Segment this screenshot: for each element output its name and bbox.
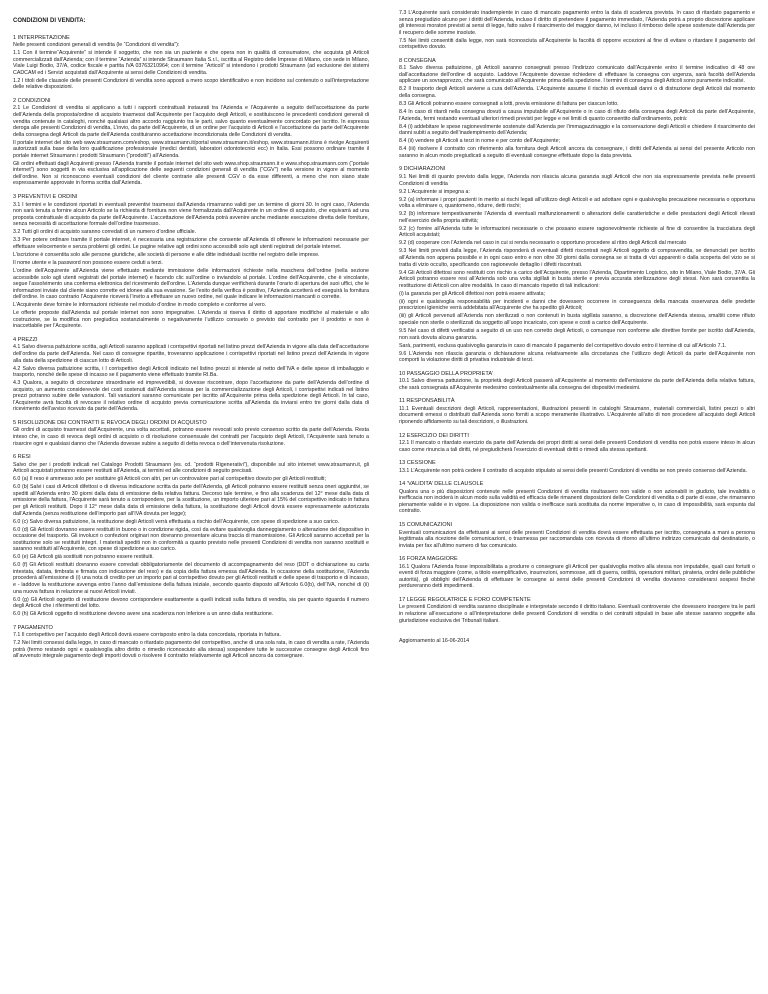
update-date: Aggiornamento al 16-06-2014 xyxy=(399,638,470,645)
paragraph: 9.2 (b) informare tempestivamente l’Azienda di eventuali malfunzionamenti o alterazioni delle caratteristiche e delle prestazioni degli Articoli rilevati nell’esercizio della propria attività; xyxy=(399,211,755,224)
section-heading: 7 PAGAMENTO xyxy=(13,624,53,631)
paragraph: 1.1 Con il termine“Acquirente” si intende il soggetto, che non sia un paziente e che opera non in qualità di consumatore, che acquista gli Articoli commercializzati dall’Azienda; con il termine “Azienda” si intende Straumann Italia S.r.l., iscritta al Registro delle Imprese di Milano, con sede in Milano, Viale Luigi Bodio, 37/A, codice fiscale e partita IVA 03763210964; con il termine “Articoli” si intendono i prodotti Straumann (ad esclusione dei sistemi CADCAM ed i Servizi acquistati dall’Acquirente ai sensi delle Condizioni di vendita. xyxy=(13,50,369,76)
paragraph: L’Acquirente deve fornire le informazioni richieste nel modulo d’ordine in modo completo e conforme al vero. xyxy=(13,302,267,309)
paragraph: L’iscrizione è consentita solo alle persone giuridiche, alle società di persone e alle ditte individuali iscritte nel registro delle imprese. xyxy=(13,251,320,258)
section-heading: 11 RESPONSABILITÀ xyxy=(399,398,455,405)
paragraph: 6.0 (f) Gli Articoli restituiti dovranno essere corredati obbligatoriamente del documento di accompagnamento del reso (DDT o dichiarazione su carta intestata, datata, timbrata e firmata con indicazione del reso) e da copia della fattura emessa dall’Azienda. In occasione della sostituzione, l’Azienda procederà all’emissione di (i) una nota di credito per un importo pari al corrispettivo dovuto per gli Articoli restituiti e delle spese di trasporto e di incasso, e - laddove la restituzione avvenga entro l’anno dall’emissione della fattura iniziale, secondo quanto disposto all’Articolo 6.0(b), dell’IVA, nonché di (ii) una nuova fattura in relazione ai nuovi Articoli inviati. xyxy=(13,562,369,595)
section-heading: 5 RISOLUZIONE DEI CONTRATTI E REVOCA DEGLI ORDINI DI ACQUISTO xyxy=(13,419,207,426)
section-heading: 13 CESSIONE xyxy=(399,460,436,467)
paragraph: Gli ordini di acquisto trasmessi dall’Acquirente, una volta accettati, potranno essere revocati solo previo consenso scritto da parte dell’Azienda. Resta inteso che, in caso di revoca degli ordini di acquisto o di risoluzione consensuale dei contratti per l’acquisto degli Articoli, l’Acquirente sarà tenuto a risarcire ogni e qualsiasi danno che l’Azienda dovesse subire a seguito di detta revoca o dell’intervenuta risoluzione. xyxy=(13,427,369,447)
section-heading: 16 FORZA MAGGIORE xyxy=(399,556,458,563)
paragraph: 3.3 Per potere ordinare tramite il portale internet, è necessaria una registrazione che consente all’Azienda di offerere le informazioni necessarie per effettuare velocemente e senza problemi gli ordini. Le pagine relative agli ordini sono accessibili solo agli utenti registrati del portale internet. xyxy=(13,237,369,250)
section xyxy=(13,454,369,618)
paragraph: 13.1 L’Acquirente non potrà cedere il contratto di acquisto stipulato ai sensi delle presenti Condizioni di vendita se non previo consenso dell’Azienda. xyxy=(399,467,748,474)
section xyxy=(399,522,755,549)
paragraph: 8.4 (ii) vendere gli Articoli a terzi in nome e per conto dell’Acquirente; xyxy=(399,138,561,145)
paragraph: Qualora una o più disposizioni contenute nelle presenti Condizioni di vendita risultassero non valide o non azionabili in giudizio, tale invalidità o inefficacia non inciderà in alcun modo sulla validità ed efficacia delle rimanenti disposizioni delle Condizioni di vendita o di parte di esse, che rimarranno pienamente valide e in vigore. La disposizione non valida o inefficace sarà sostituita da norme imperative o, in caso di impossibilità, sarà espunta dal contratto. xyxy=(399,488,755,515)
paragraph: 7.1 Il corrispettivo per l’acquisto degli Articoli dovrà essere corrisposto entro la data concordata, riportata in fattura. xyxy=(13,632,281,639)
paragraph: 3.1 I termini e le condizioni riportati in eventuali preventivi trasmessi dall’Azienda rimarranno validi per un termine di giorni 30. In ogni caso, l’Azienda non sarà tenuta a fornire alcun Articolo se la richiesta di fornitura non viene formalizzata dall’Acquirente in un ordine di acquisto, che equivarrà ad una proposta contrattuale di acquisto da parte dell’Acquirente. L’accettazione dell’Azienda potrà avvenire anche mediante esecuzione diretta delle forniture, senza necessità di accettazione formale dell’ordine trasmesso. xyxy=(13,201,369,228)
paragraph: 16.1 Qualora l’Azienda fosse impossibilitata a produrre o consegnare gli Articoli per qualsivoglia motivo alla stessa non imputabile, quali casi fortuiti o eventi di forza maggiore (come, a titolo esemplificativo, insurrezioni, sommosse, atti di guerra, ostilità, operazioni militari, pirateria, ordini delle pubbliche autorità), gli obblighi dell’Azienda di effettuare le consegne ai sensi delle presenti Condizioni di vendita dovranno considerarsi sospesi finché perdureranno detti impedimenti. xyxy=(399,563,755,590)
section xyxy=(13,625,369,660)
section xyxy=(399,597,755,624)
document-title: CONDIZIONI DI VENDITA: xyxy=(13,18,86,24)
section-heading: 2 CONDIZIONI xyxy=(13,97,51,104)
paragraph: 9.2 L’Acquirente si impegna a: xyxy=(399,188,470,195)
section-heading: 4 PREZZI xyxy=(13,336,38,343)
paragraph: 8.4 In caso di ritardi nella consegna dovuti a causa imputabile all’Acquirente o in caso di rifiuto della consegna degli Articoli da parte dell’Acquirente, l’Azienda, fermi restando eventuali ulteriori rimedi previsti per legge e nei limiti di quanto consentito dall’ordinamento, potrà: xyxy=(399,109,755,122)
paragraph: 10.1 Salvo diversa pattuizione, la proprietà degli Articoli passerà all’Acquirente al momento dell’emissione da parte dell’Azienda della relativa fattura, che sarà consegnata all’Acquirente medesimo contestualmente alla consegna dei dispositivi medesimi. xyxy=(399,378,755,391)
section xyxy=(399,460,755,474)
paragraph: 9.2 (c) fornire all’Azienda tutte le informazioni necessarie o che possano essere ragionevolmente richieste al fine di consentire la tracciatura degli Articoli acquistati; xyxy=(399,225,755,239)
section-heading: 3 PREVENTIVI E ORDINI xyxy=(13,194,78,201)
paragraph: 8.3 Gli Articoli potranno essere consegnati a lotti, previa emissione di fattura per ciascun lotto. xyxy=(399,101,619,108)
section xyxy=(13,420,369,447)
paragraph: 9.3 Nei limiti previsti dalla legge, l’Azienda risponderà di eventuali difetti riscontrati negli Articoli oggetto di compravendita, se denunciati per iscritto all’Azienda non appena possibile e in ogni caso entro e non oltre 30 giorni dalla consegna se si tratta di vizi apparenti o dalla scoperta del vizio se si tratta di vizio occulto, specificando con ragionevole dettaglio i difetti riscontrati. xyxy=(399,248,755,268)
section xyxy=(13,35,369,91)
section xyxy=(399,371,755,392)
paragraph: 9.5 Nel caso di difetti verificatisi a seguito di un uso non corretto degli Articoli, o comunque non conforme alle direttive fornite per iscritto dall’Azienda, non sarà dovuta alcuna garanzia. xyxy=(399,327,755,341)
section xyxy=(399,433,755,454)
paragraph: 9.1 Nei limiti di quanto previsto dalla legge, l’Azienda non rilascia alcuna garanzia sugli Articoli che non sia espressamente prevista nelle presenti Condizioni di vendita xyxy=(399,173,755,187)
section-heading: 10 PASSAGGIO DELLA PROPRIETA’ xyxy=(399,370,493,377)
paragraph: 9.4 Gli Articoli difettosi sono restituiti con rischio a carico dell’Acquirente, presso l’Azienda, Dipartimento Logistico, sito in Milano, Viale Bodio, 37/A. Gli Articoli potranno essere resi all’Azienda solo una volta sigillati in busta sterile e previa accurata sterilizzazione degli stessi. Non sarà consentita la restituzione di Articoli con altre modalità. In caso di mancato rispetto di tali indicazioni: xyxy=(399,269,755,289)
paragraph: (iii) gli Articoli pervenuti all’Azienda non sterilizzati o non contenuti in busta sigillata saranno, a discrezione dell’Azienda stessa, smaltiti come rifiuto speciale non sterile o sterilizzati da soggetto all’uopo incaricato, con spese e costi a carico dell’Acquirente. xyxy=(399,313,755,326)
paragraph: 6.0 (h) Gli Articoli oggetto di restituzione devono avere una scadenza non inferiore a un anno dalla restituzione. xyxy=(13,611,274,618)
right-column xyxy=(399,10,755,645)
section-heading: 1 INTERPRETAZIONE xyxy=(13,34,70,41)
paragraph: 7.2 Nei limiti consessi dalla legge, in caso di mancato o ritardato pagamento del corrispettivo, anche di una sola rata, in caso di vendita a rate, l’Azienda potrà (fermo restando ogni e qualsivoglia altro diritto o rimedio riconosciuto alla stessa) sospendere tutte le successive consegne degli Articoli fino all’avvenuto integrale pagamento degli importi dovuti o risolvere il contratto relativamente agli Articoli ancora da consegnare. xyxy=(13,640,369,660)
section-heading: 14 ‘VALIDITA’ DELLE CLAUSOLE xyxy=(399,481,484,488)
paragraph: 8.4 (i) addebitare le spese ragionevolmente sostenute dall’Azienda per l’immagazzinaggio e la conservazione degli Articoli e chiedere il risarcimento dei danni subiti a seguito dell’inadempimento dell’Azienda; xyxy=(399,123,755,137)
section-heading: 9 DICHIARAZIONI xyxy=(399,166,446,173)
section xyxy=(399,398,755,425)
paragraph: 6.0 (g) Gli Articoli oggetto di restituzione devono corrispondere esattamente a quelli indicati sulla fattura di vendita, sia per quanto riguarda il numero degli Articoli che i riferimenti del lotto. xyxy=(13,596,369,610)
paragraph: 6.0 (a) Il reso è ammesso solo per sostituire gli Articoli con altri, per un controvalore pari al corrispettivo dovuto per gli Articoli restituiti; xyxy=(13,476,326,483)
paragraph: 4.3 Qualora, a seguito di circostanze straordinarie ed imprevedibili, si dovesse riscontrare, dopo l’accettazione da parte dell’Azienda dell’ordine di acquisto, un aumento considerevole dei costi sostenuti dall’Azienda stessa per la commercializzazione degli Articoli, i corrispettivi indicati nel listino prezzi potranno subire delle variazioni. Tali variazioni saranno comunicate per iscritto all’Acquirente prima della spedizione degli Articoli. In tal caso, l’Acquirente avrà facoltà di revocare il relativo ordine di acquisto previa comunicazione scritta all’Azienda da inviarsi entro tre giorni dalla data di ricevimento dell’avviso ricevuto da parte dell’Azienda. xyxy=(13,380,369,413)
paragraph: Gli ordini effettuati dagli Acquirenti presso l’Azienda tramite il portale internet del sito web www.shop.straumann.it e www.shop.straumann.com (“portale internet”) sono soggetti in via esclusiva all’applicazione delle seguenti condizioni generali di vendita (“CGV”) nella versione in vigore al momento dell’ordine. Non si riconoscono eventuali condizioni del cliente contrarie alle presenti CGV o da esse differenti, a meno che non siano state espressamente approvate in forma scritta dall’Azienda. xyxy=(13,160,369,187)
paragraph: Il portale internet del sito web www.straumann.com/eshop, www.straumann.it/portal www.straumann.it/eshop, www.straumann.it/sns è rivolge Acquirenti autorizzati sulla base della loro qualificazione professionale (medici dentisti, laboratori odontotecnici ecc) in Italia. Essi possono ordinare tramite il portale internet Straumann i prodotti Straumann (“prodotti”) all’Azienda. xyxy=(13,139,369,159)
paragraph: 9.6 L’Azienda non rilascia garanzia o dichiarazione alcuna relativamente alla circostanza che l’utilizzo degli Articoli da parte dell’Acquirente non comporti la violazione diritti di privativa industriale di terzi. xyxy=(399,350,755,364)
section-heading: 17 LEGGE REGOLATRICE E FORO COMPETENTE xyxy=(399,596,531,603)
paragraph: Le offerte proposte dall’Azienda sul portale internet non sono impegnative. L’Azienda si riserva il diritto di apportare modifiche al materiale e allo costruzione, se la modifica non pregiudica sostanzialmente o negativamente l’utilizzo consueto o previsto dal contratto per il prodotto e non è inaccettabile per l’Acquirente. xyxy=(13,310,369,330)
paragraph: 7.5 Nei limiti consentiti dalla legge, non sarà riconosciuta all’Acquirente la facoltà di opporre eccezioni al fine di evitare o ritardare il pagamento del corrispettivo dovuto. xyxy=(399,37,755,51)
paragraph: 9.2 (a) informare i propri pazienti in merito ai rischi legati all’utilizzo degli Articoli e ad adottare ogni e qualsivoglia precauzione necessaria o opportuna volta a eliminare o, quantomeno, ridurre, detti rischi; xyxy=(399,196,755,210)
paragraph: 6.0 (b) Salvi i casi di Articoli difettosi o di diversa indicazione scritta da parte dell’Azienda, gli Articoli potranno essere restituiti senza oneri aggiuntivi, se spediti all’Azienda entro 30 giorni dalla data di emissione della relativa fattura. Decorso tale termine, e fino alla scadenza del 12° mese dalla data di emissione della fattura, l’Acquirente sarà tenuto a corrispondere, per la sostituzione, un importo ulteriore pari al 15% del corrispettivo indicato in fattura per gli Articoli restituiti. Dopo il 12° mese dalla data di emissione della fattura, la sostituzione degli Articoli dovrà essere espressamente autorizzata dall’Azienda (senza restituzione dell’importo pari all’IVA dovuta per legge); xyxy=(13,484,369,517)
paragraph: 6.0 (d) Gli Articoli dovranno essere restituiti in buono o in condizione rigida, così da evitare qualsivoglia danneggiamento o alterazione del dispositivo in occasione del trasporto. Gli involucri o confezioni originari non dovranno presentare alcuna traccia di manomissione. Gli Articoli saranno accettati per la sostituzione solo se restituiti integri. I materiali spediti non in conformità a quanto previsto nelle presenti Condizioni di vendita non saranno sostituiti e saranno restituiti all’Acquirente, con spese di spedizione a suo carico. xyxy=(13,526,369,553)
paragraph: Salvo che per i prodotti indicati nel Catalogo Prodotti Straumann (es. cd. “prodotti Rigenerativi”), disponibile sul sito internet www.straumann.it, gli Articoli acquistati potranno essere restituiti all’Azienda, ai termini ed alle condizioni di seguito precisati. xyxy=(13,461,369,475)
paragraph: 7.3 L’Acquirente sarà considerato inadempiente in caso di mancato pagamento entro la data di scadenza prevista. In caso di ritardato pagamento e senza pregiudizio alcuno per i diritti dell’Azienda, incluso il diritto di pretendere il pagamento immediato, l’Azienda potrà a proprio discrezione applicare gli interessi moratori previsti ai sensi di legge, fatto salvo il risarcimento del maggior danno, ivi incluso il rimborso delle spese sostenute dall’Azienda per il recupero delle somme insolute. xyxy=(399,10,755,36)
section xyxy=(13,98,369,187)
paragraph: 1.2 I titoli delle clausole delle presenti Condizioni di vendita sono apposti a mero scopo identificativo e non incidono sul contenuto o sull’interpretazione delle relative disposizioni. xyxy=(13,77,369,91)
section-heading: 8 CONSEGNA xyxy=(399,57,436,64)
section xyxy=(13,194,369,330)
section xyxy=(399,166,755,363)
section-heading: 15 COMUNICAZIONI xyxy=(399,522,453,528)
paragraph: 8.1 Salvo diversa pattuizione, gli Articoli saranno consegnati presso l’indirizzo comunicato dall’Acquirente entro il termine indicativo di 48 ore dall’accettazione dell’ordine di acquisto. Laddove l’Acquirente dovesse richiedere di effettuare la consegna con urgenza, sarà facoltà dell’Azienda applicare un sovrapprezzo, che sarà comunicato all’Acquirente prima della spedizione. I termini di consegna degli Articoli sono puramente indicativi. xyxy=(399,65,755,85)
section xyxy=(399,481,755,515)
section xyxy=(399,556,755,590)
paragraph: 11.1 Eventuali descrizioni degli Articoli, rappresentazioni, illustrazioni presenti in cataloghi Straumann, materiali commerciali, listini prezzi o altri documenti emessi o distribuiti dall’Azienda sono forniti a scopo meramente illustrativo. L’Acquirente all’atto di non procedere all’acquisto degli Articoli riponendo affidamento su tali descrizioni, o illustrazioni. xyxy=(399,405,755,425)
paragraph: 8.4 (iii) risolvere il contratto con riferimento alla fornitura degli Articoli ancora da consegnare, i diritti dell’Azienda ai sensi del presente Articolo non saranno in alcun modo pregiudicati a seguito di eventuali consegne effettuate dopo la data prevista. xyxy=(399,146,755,159)
paragraph: 2.1 Le Condizioni di vendita si applicano a tutti i rapporti contrattuali instaurati tra l’Azienda e l’Acquirente a seguito dell’accettazione da parte dell’Azienda della proposta/ordine di acquisto trasmessi dall’Acquirente per l’acquisto degli Articoli, e sostituiscono le precedenti condizioni generali di vendita contenute in cataloghi, nonché qualsiasi altro accordo raggiunto tra le parti, salvo quanto eventualmente concordato per iscritto. In espressa deroga alle presenti Condizioni di vendita, L’invio, da parte dell’Acquirente, di un ordine per l’acquisto di Articoli e l’accettazione da parte dell’Acquirente della consegna degli Articoli da parte dell’Azienda costituiranno accettazione incondizionata delle Condizioni di vendita. xyxy=(13,105,369,138)
section xyxy=(399,58,755,160)
section-heading: 6 RESI xyxy=(13,454,31,461)
paragraph: Eventuali comunicazioni da effettuarsi ai sensi delle presenti Condizioni di vendita dovrà essere effettuata per iscritto, consegnata a mani a persona legittimata alla ricezione delle comunicazioni, o trasmessa per raccomandata con ricevuta di ritorno all’ultimo indirizzo comunicato dal destinatario, o inviata per fax all’ultimo numero di fax comunicato. xyxy=(399,529,755,549)
paragraph: (ii) ogni e qualsivoglia responsabilità per incidenti e danni che dovessero occorrere in conseguenza della mancata osservanza delle predette prescrizioni igieniche verrà addebitata all’Acquirente che ha spedito gli Articoli; xyxy=(399,298,755,312)
paragraph: 12.1 Il mancato o ritardato esercizio da parte dell’Azienda dei propri diritti ai sensi delle presenti Condizioni di vendita non potrà essere inteso in alcun caso come rinuncia a tali diritti, né pregiudicherà l’esercizio di eventuali diritti o rimedi alla stessa spettanti. xyxy=(399,440,755,453)
paragraph: L’ordine dell’Acquirente all’Azienda viene effettuato mediante immissione delle informazioni richieste nella maschera dell’ordine (nella sezione accessibile solo agli utenti registrati del portale internet) e facendo clic sull’ordine o inviandolo al portale. L’ordine dell’Acquirente, che è vincolante, segue l’assolvimento una conferma elettronica del ricevimento dell’ordine. L’Azienda dunque verificherà durante l’orario di apertura dei suoi uffici, che le informazioni inviate dal cliente siano corrette ed idonee alla sua evasione. Se l’esito della verifica è positivo, l’Azienda accetterà ed eseguirà la fornitura dell’ordine. In caso contrario l’Acquirente riceverà l’invito a effettuare un nuovo ordine, nel quale indicare le informazioni mancanti o corrette. xyxy=(13,268,369,301)
paragraph: Il nome utente e la password non possono essere ceduti a terzi. xyxy=(13,259,163,266)
paragraph: 3.2 Tutti gli ordini di acquisto saranno corredati di un numero d’ordine ufficiale. xyxy=(13,229,197,236)
paragraph: (i) la garanzia per gli Articoli difettosi non potrà essere attivata; xyxy=(399,290,546,297)
paragraph: Le presenti Condizioni di vendita saranno disciplinate e interpretate secondo il diritto italiano. Eventuali controversie che dovessero insorgere tra le parti in relazione all’esecuzione o all’interpretazione delle presenti Condizioni di vendita o dei contratti stipulati in base alle stesse saranno soggette alla giurisdizione esclusiva dei Tribunali italiani. xyxy=(399,604,755,624)
section-heading: 12 ESERCIZIO DEI DIRITTI xyxy=(399,432,469,439)
section xyxy=(13,337,369,413)
paragraph: Nelle presenti condizioni generali di vendita (le “Condizioni di vendita”): xyxy=(13,42,180,49)
section xyxy=(399,10,755,51)
paragraph: 6.0 (c) Salvo diversa pattuizione, la restituzione degli Articoli verrà effettuata a rischio dell’Acquirente, con spese di spedizione a suo carico. xyxy=(13,518,340,525)
paragraph: 4.1 Salvo diversa pattuizione scritta, agli Articoli saranno applicati i corrispettivi riportati nel listino prezzi dell’Azienda in vigore alla data dell’accettazione dell’ordine da parte dell’Azienda. Nel caso di consegne ripartite, troveranno applicazione i corrispettivi riportati nel listino prezzi dell’Azienda in vigore alla data della spedizione di ciascun lotto di Articoli. xyxy=(13,344,369,364)
paragraph: 6.0 (e) Gli Articoli già sostituiti non potranno essere restituiti. xyxy=(13,554,154,561)
paragraph: 4.2 Salvo diversa pattuizione scritta, i l corrispettivo degli Articoli indicato nel listino prezzi si intende al netto dell’IVA e delle spese di imballaggio e trasporto, nonché delle spese di incasso se il pagamento viene effettuato tramite RI.Ba. xyxy=(13,365,369,379)
paragraph: 8.2 Il trasporto degli Articoli avviene a cura dell’Azienda. L’Acquirente assume il rischio di eventuali danni o di distruzione degli Articoli dal momento della consegna. xyxy=(399,86,755,100)
paragraph: 9.2 (d) cooperare con l’Azienda nel caso in cui si renda necessario o opportuno procedere al ritiro degli Articoli dal mercato xyxy=(399,240,687,247)
paragraph: Sarà, parimenti, esclusa qualsivoglia garanzia in caso di mancato il pagamento del corrispettivo dovuto entro il termine di cui all’Articolo 7.1. xyxy=(399,342,727,349)
left-column xyxy=(13,10,369,667)
